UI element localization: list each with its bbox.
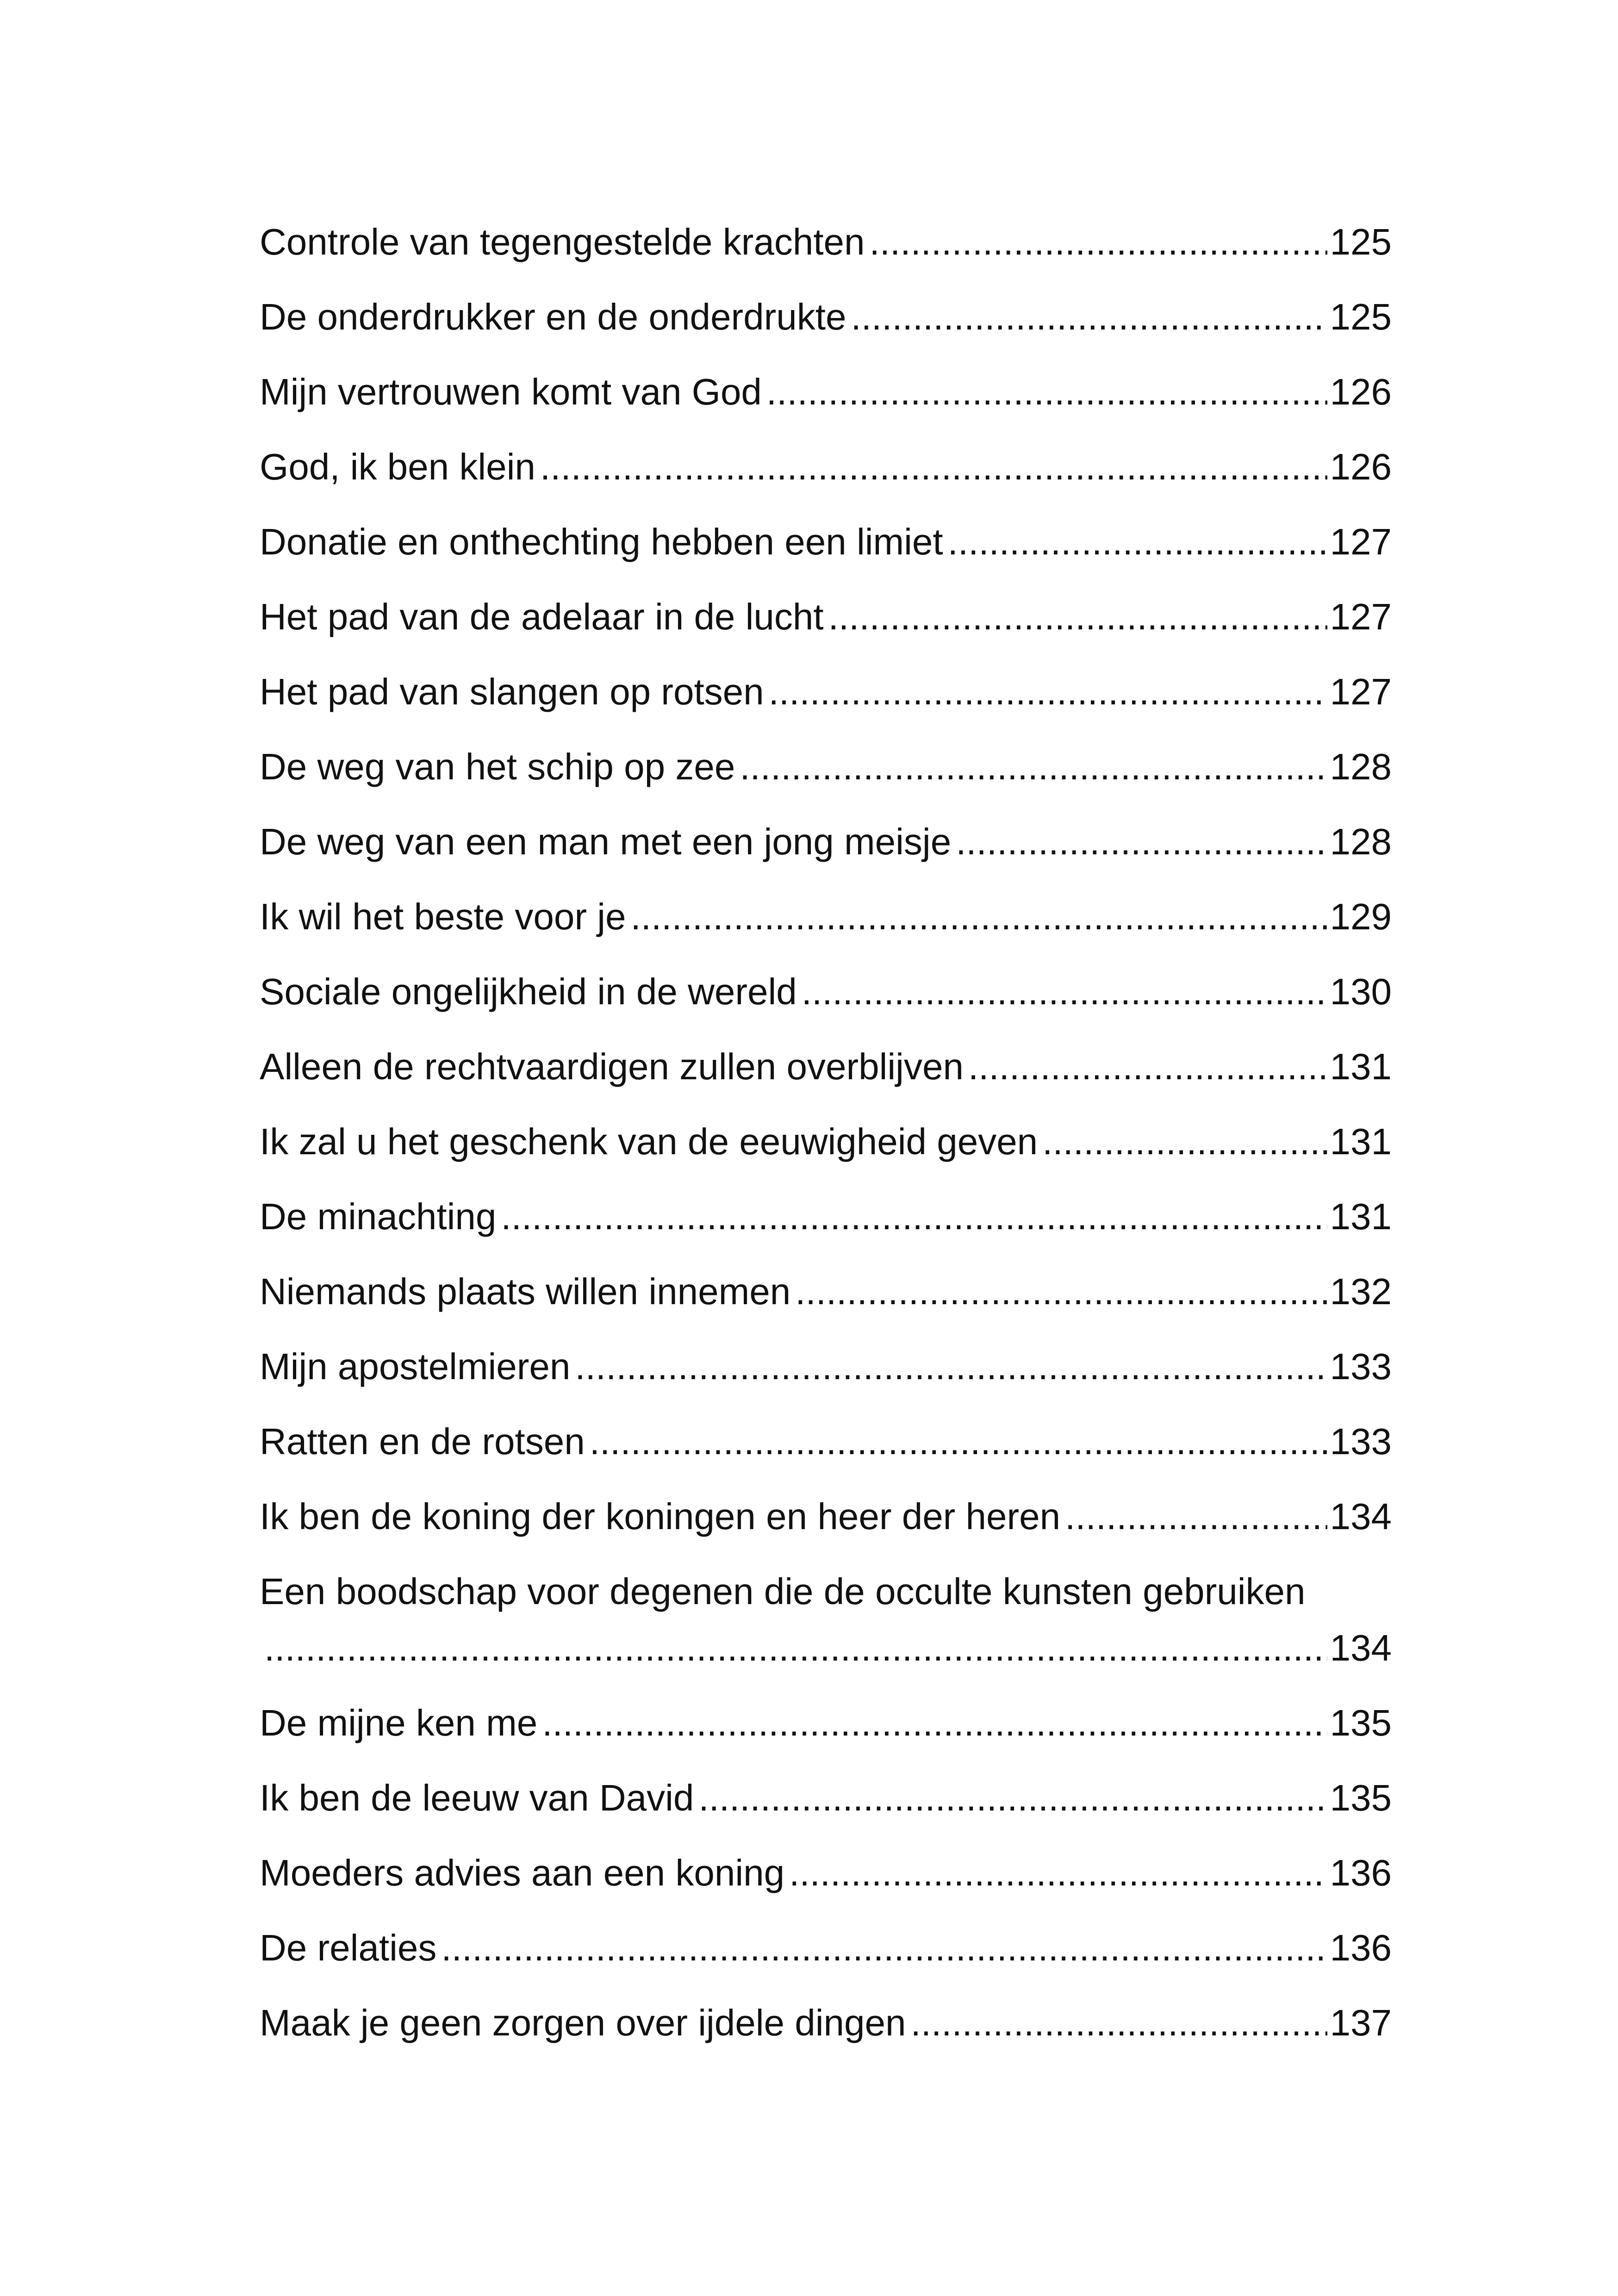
toc-entry-page: 131 (1330, 1121, 1392, 1162)
toc-entry[interactable] (260, 1041, 1392, 1116)
toc-entry-page: 133 (1330, 1421, 1392, 1462)
toc-entry-title: Ratten en de rotsen (260, 1421, 585, 1462)
toc-entry-page: 128 (1330, 746, 1392, 787)
toc-dot-leader (542, 1698, 1327, 1748)
toc-entry-page: 127 (1330, 521, 1392, 562)
toc-entry-page: 125 (1330, 296, 1392, 337)
toc-entry[interactable] (260, 367, 1392, 442)
toc-entry[interactable] (260, 1698, 1392, 1773)
toc-entry-page: 127 (1330, 596, 1392, 637)
toc-entry[interactable] (260, 1416, 1392, 1491)
toc-entry[interactable] (260, 1191, 1392, 1266)
toc-dot-leader (828, 591, 1327, 642)
toc-entry[interactable] (260, 1341, 1392, 1416)
toc-entry[interactable] (260, 1997, 1392, 2072)
toc-entry[interactable] (260, 1116, 1392, 1191)
toc-dot-leader (540, 442, 1327, 492)
toc-dot-leader (870, 217, 1327, 268)
toc-entry-title: Sociale ongelijkheid in de wereld (260, 971, 797, 1012)
toc-entry-page: 128 (1330, 821, 1392, 862)
toc-entry-title: Ik ben de leeuw van David (260, 1777, 694, 1818)
toc-entry[interactable] (260, 1266, 1392, 1341)
toc-entry-title: De weg van het schip op zee (260, 746, 735, 787)
toc-entry-title: Een boodschap voor degenen die de occulte kunsten gebruiken (260, 1571, 1306, 1612)
toc-dot-leader (575, 1341, 1327, 1392)
toc-dot-leader (802, 966, 1327, 1017)
toc-dot-leader (910, 1997, 1327, 2048)
toc-dot-leader (590, 1416, 1327, 1467)
toc-dot-leader (968, 1041, 1327, 1092)
toc-entry-title: Het pad van slangen op rotsen (260, 671, 764, 712)
toc-entry-title: Donatie en onthechting hebben een limiet (260, 521, 943, 562)
toc-dot-leader (740, 741, 1327, 792)
toc-dot-leader (630, 891, 1327, 942)
toc-entry[interactable] (260, 1848, 1392, 1923)
toc-entry-page: 136 (1330, 1927, 1392, 1968)
toc-dot-leader (769, 666, 1327, 717)
toc-entry-title: Het pad van de adelaar in de lucht (260, 596, 824, 637)
toc-entry[interactable] (260, 217, 1392, 292)
toc-entry-title: God, ik ben klein (260, 446, 535, 487)
toc-entry-title: Mijn apostelmieren (260, 1346, 571, 1387)
toc-dot-leader (956, 816, 1327, 867)
toc-entry-page: 131 (1330, 1196, 1392, 1237)
toc-entry-page: 135 (1330, 1777, 1392, 1818)
toc-dot-leader (698, 1773, 1327, 1823)
toc-entry-page: 129 (1330, 896, 1392, 937)
toc-entry-title: Ik zal u het geschenk van de eeuwigheid geven (260, 1121, 1038, 1162)
toc-entry-title: Ik ben de koning der koningen en heer der heren (260, 1496, 1061, 1537)
toc-entry-page: 130 (1330, 971, 1392, 1012)
toc-entry-page: 126 (1330, 446, 1392, 487)
toc-entry-continuation (260, 1623, 1392, 1674)
toc-dot-leader (795, 1266, 1327, 1317)
toc-entry[interactable] (260, 1491, 1392, 1566)
toc-entry-title: De weg van een man met een jong meisje (260, 821, 952, 862)
toc-entry[interactable] (260, 1923, 1392, 1997)
toc-dot-leader (441, 1923, 1327, 1973)
table-of-contents (260, 217, 1392, 2072)
toc-entry-page: 125 (1330, 221, 1392, 262)
toc-entry-title: Controle van tegengestelde krachten (260, 221, 865, 262)
toc-entry-title: Niemands plaats willen innemen (260, 1271, 791, 1312)
toc-entry-page: 131 (1330, 1046, 1392, 1087)
toc-entry-title: Moeders advies aan een koning (260, 1852, 785, 1893)
toc-entry-title: De minachting (260, 1196, 497, 1237)
toc-entry[interactable] (260, 292, 1392, 367)
toc-entry-title: De mijne ken me (260, 1702, 538, 1743)
toc-entry-page: 136 (1330, 1852, 1392, 1893)
toc-entry-title: Alleen de rechtvaardigen zullen overblijven (260, 1046, 964, 1087)
toc-dot-leader (766, 367, 1327, 417)
toc-dot-leader (1042, 1116, 1327, 1167)
toc-entry[interactable] (260, 1773, 1392, 1848)
toc-dot-leader (851, 292, 1327, 342)
toc-entry[interactable] (260, 816, 1392, 891)
toc-dot-leader (948, 516, 1327, 567)
toc-entry-page: 134 (1330, 1627, 1392, 1668)
toc-entry[interactable] (260, 1566, 1392, 1698)
toc-entry[interactable] (260, 516, 1392, 591)
toc-entry-page: 137 (1330, 2002, 1392, 2043)
toc-dot-leader (1065, 1491, 1327, 1542)
toc-entry-title: De onderdrukker en de onderdrukte (260, 296, 846, 337)
toc-entry-page: 132 (1330, 1271, 1392, 1312)
toc-entry-title: De relaties (260, 1927, 437, 1968)
toc-entry-page: 127 (1330, 671, 1392, 712)
toc-entry-title: Maak je geen zorgen over ijdele dingen (260, 2002, 906, 2043)
toc-entry[interactable] (260, 741, 1392, 816)
toc-entry-page: 126 (1330, 371, 1392, 412)
toc-dot-leader (789, 1848, 1327, 1898)
toc-entry[interactable] (260, 966, 1392, 1041)
toc-entry[interactable] (260, 591, 1392, 666)
toc-entry[interactable] (260, 442, 1392, 516)
toc-entry-page: 133 (1330, 1346, 1392, 1387)
toc-entry-title: Ik wil het beste voor je (260, 896, 626, 937)
toc-dot-leader (264, 1623, 1327, 1674)
toc-entry-page: 135 (1330, 1702, 1392, 1743)
toc-entry-page: 134 (1330, 1496, 1392, 1537)
toc-entry[interactable] (260, 891, 1392, 966)
toc-entry[interactable] (260, 666, 1392, 741)
toc-entry-title: Mijn vertrouwen komt van God (260, 371, 762, 412)
toc-dot-leader (501, 1191, 1327, 1242)
